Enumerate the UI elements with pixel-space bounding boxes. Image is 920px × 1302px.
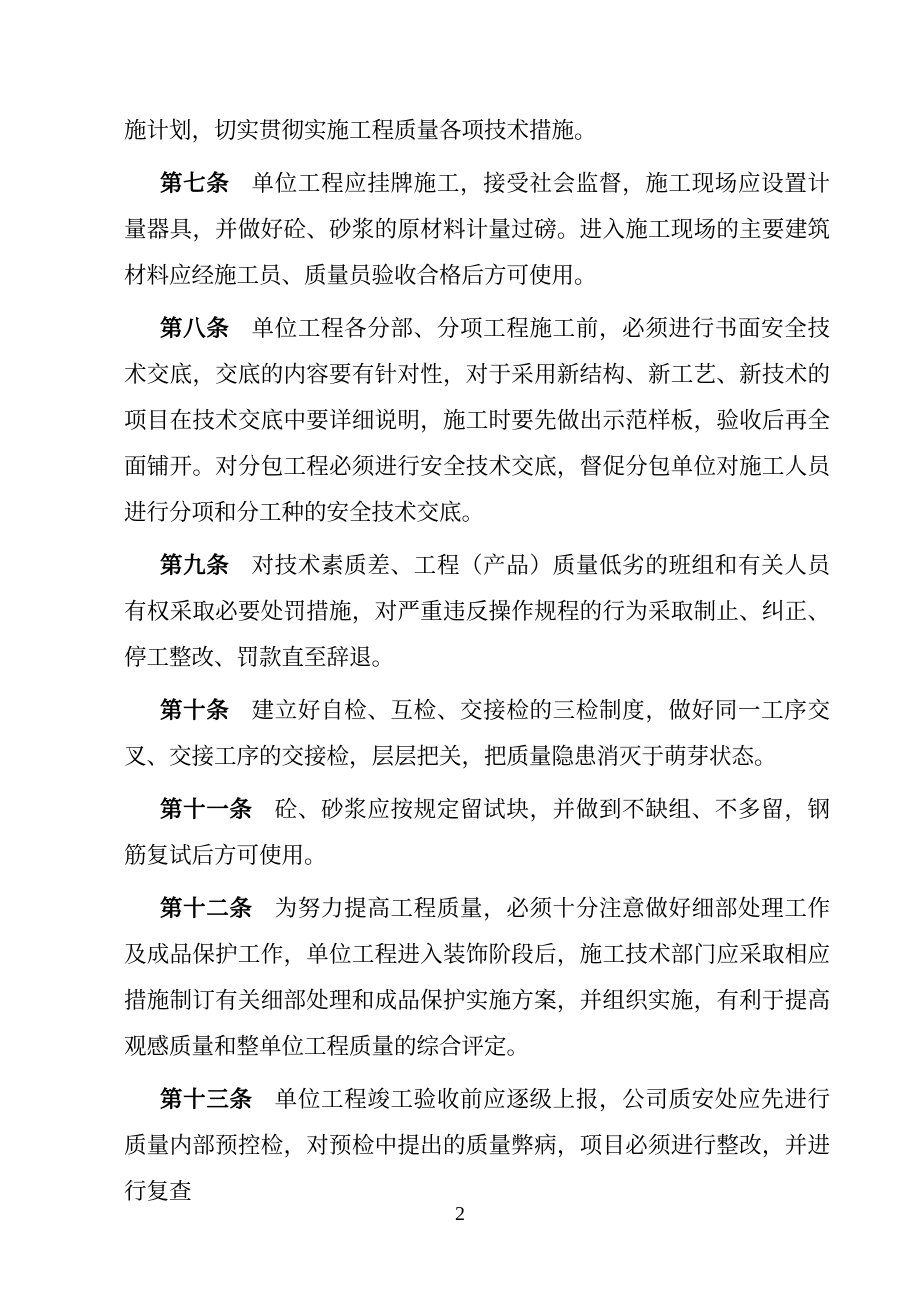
document-page: [124, 108, 830, 1222]
article-label: 第十条: [160, 698, 230, 724]
page-number: 2: [455, 1203, 465, 1225]
article-label: 第九条: [160, 553, 230, 579]
article-text: 单位工程各分部、分项工程施工前，必须进行书面安全技术交底，交底的内容要有针对性，对于采用新结构、新工艺、新技术的项目在技术交底中要详细说明，施工时要先做出示范样板，验收后再全面铺开。对分包工程必须进行安全技术交底，督促分包单位对施工人员进行分项和分工种的安全技术交底。: [124, 316, 830, 526]
article-11: [124, 787, 830, 879]
article-label: 第十三条: [160, 1087, 253, 1113]
article-text: 对技术素质差、工程（产品）质量低劣的班组和有关人员有权采取必要处罚措施，对严重违反操作规程的行为采取制止、纠正、停工整改、罚款直至辞退。: [124, 553, 830, 671]
article-text: 建立好自检、互检、交接检的三检制度，做好同一工序交叉、交接工序的交接检，层层把关，把质量隐患消灭于萌芽状态。: [124, 698, 830, 770]
article-text: 为努力提高工程质量，必须十分注意做好细部处理工作及成品保护工作，单位工程进入装饰阶段后，施工技术部门应采取相应措施制订有关细部处理和成品保护实施方案，并组织实施，有利于提高观感质量和整单位工程质量的综合评定。: [124, 896, 830, 1060]
article-text: 单位工程竣工验收前应逐级上报，公司质安处应先进行质量内部预控检，对预检中提出的质量弊病，项目必须进行整改，并进行复查: [124, 1087, 830, 1205]
article-label: 第十一条: [160, 797, 253, 823]
article-13: [124, 1077, 830, 1215]
article-9: [124, 543, 830, 681]
article-7: [124, 161, 830, 299]
article-10: [124, 688, 830, 780]
article-text: 砼、砂浆应按规定留试块，并做到不缺组、不多留，钢筋复试后方可使用。: [124, 797, 830, 869]
article-12: [124, 886, 830, 1070]
article-label: 第八条: [160, 316, 230, 342]
article-label: 第十二条: [160, 896, 253, 922]
continuation-text: 施计划，切实贯彻实施工程质量各项技术措施。: [124, 118, 597, 144]
continuation-paragraph: [124, 108, 830, 154]
article-8: [124, 306, 830, 536]
article-text: 单位工程应挂牌施工，接受社会监督，施工现场应设置计量器具，并做好砼、砂浆的原材料计量过磅。进入施工现场的主要建筑材料应经施工员、质量员验收合格后方可使用。: [124, 171, 830, 289]
article-label: 第七条: [160, 171, 230, 197]
